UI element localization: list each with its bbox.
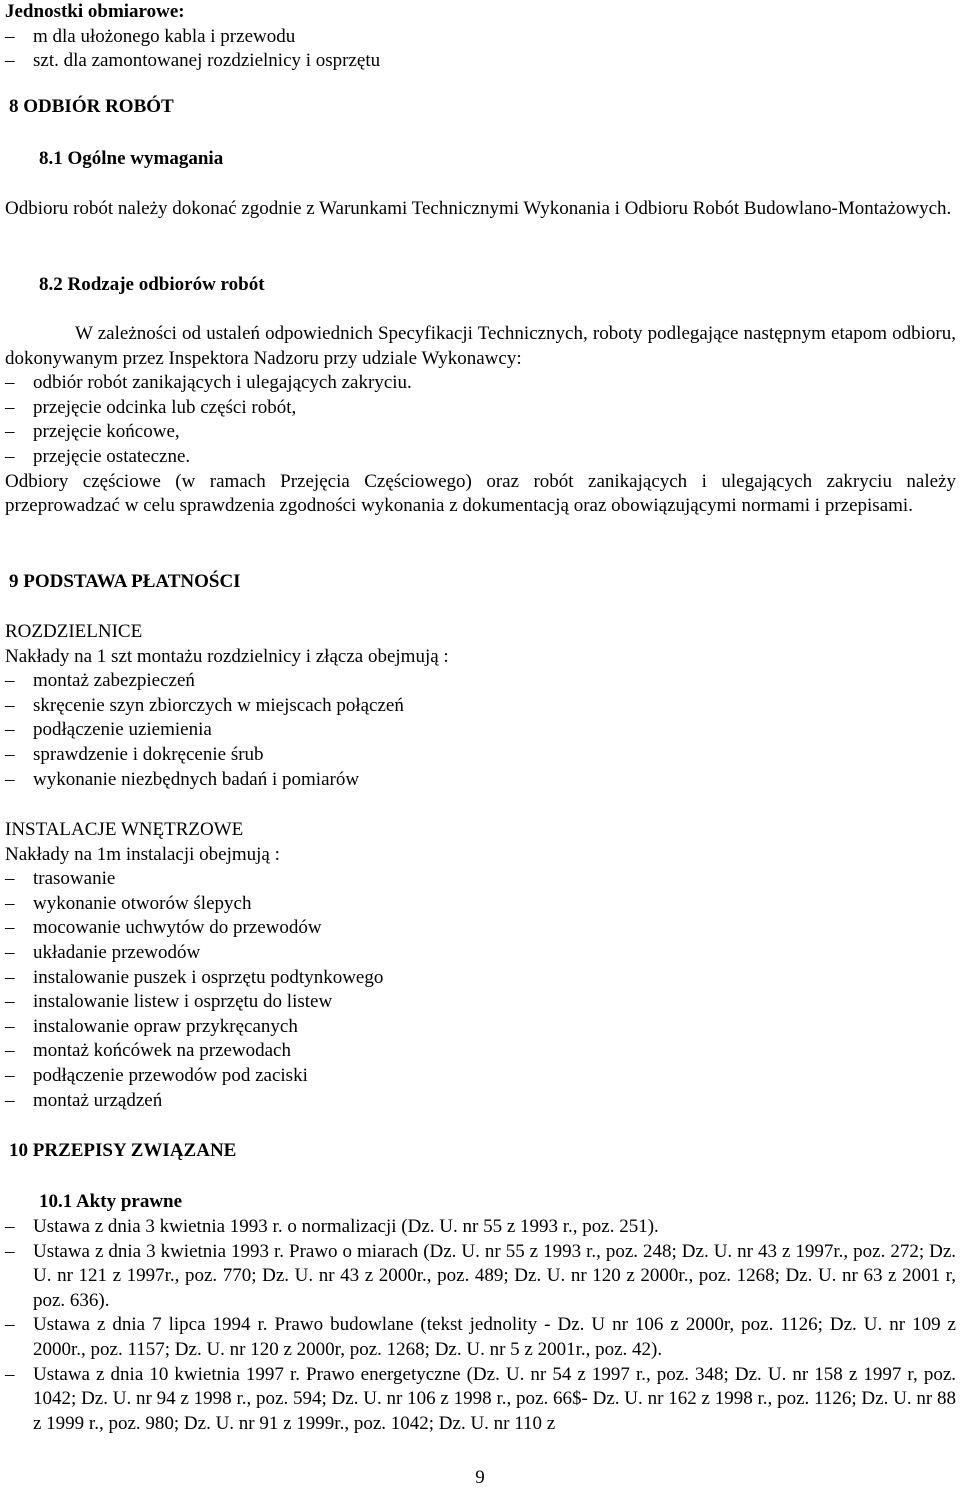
rozdzielnice-title: ROZDZIELNICE — [5, 621, 143, 642]
list-item: – wykonanie niezbędnych badań i pomiarów — [5, 768, 360, 790]
section-8-1-heading: 8.1 Ogólne wymagania — [39, 148, 224, 169]
list-item: – instalowanie listew i osprzętu do listew — [5, 991, 333, 1013]
list-item: – trasowanie — [5, 868, 116, 890]
section-9-heading: 9 PODSTAWA PŁATNOŚCI — [9, 571, 241, 592]
section-8-heading: 8 ODBIÓR ROBÓT — [9, 96, 174, 117]
legal-acts-list — [5, 1215, 956, 1436]
section-8-2-list — [5, 371, 956, 469]
list-item: – układanie przewodów — [5, 941, 201, 963]
section-10-1-heading: 10.1 Akty prawne — [39, 1191, 183, 1212]
list-item: – przejęcie ostateczne. — [5, 445, 191, 467]
document-page — [5, 0, 956, 1434]
section-9-rozdzielnice — [5, 620, 956, 792]
list-item: – przejęcie końcowe, — [5, 421, 180, 443]
list-item: – przejęcie odcinka lub części robót, — [5, 396, 297, 418]
units-heading: Jednostki obmiarowe: — [5, 1, 185, 22]
section-8-1-text: Odbioru robót należy dokonać zgodnie z Warunkami Technicznymi Wykonania i Odbioru Robót Budowlano-Montażowych. — [5, 198, 952, 219]
list-item: – montaż końcówek na przewodach — [5, 1040, 291, 1062]
list-item: – Ustawa z dnia 3 kwietnia 1993 r. Prawo o miarach (Dz. U. nr 55 z 1993 r., poz. 248; Dz. U. nr 43 z 1997r., poz. 272; Dz. U. nr 121 z 1997r., poz. 770; Dz. U. nr 43 z 2000r., poz. 489; Dz. U. nr 120 z 2000r., poz. 1268; Dz. U. nr 63 z 2001 r, poz. 636). — [5, 1240, 956, 1311]
instalacje-title: INSTALACJE WNĘTRZOWE — [5, 819, 244, 840]
section-10-heading: 10 PRZEPISY ZWIĄZANE — [9, 1140, 237, 1161]
list-item: – skręcenie szyn zbiorczych w miejscach połączeń — [5, 694, 404, 716]
units-list — [5, 25, 956, 74]
section-8-2-heading: 8.2 Rodzaje odbiorów robót — [39, 274, 265, 295]
list-item: – montaż urządzeń — [5, 1089, 163, 1111]
list-item: – montaż zabezpieczeń — [5, 670, 195, 692]
list-item: – odbiór robót zanikających i ulegających zakryciu. — [5, 372, 412, 394]
section-8-2-body — [5, 322, 956, 519]
list-item: – szt. dla zamontowanej rozdzielnicy i osprzętu — [5, 50, 381, 72]
list-item: – podłączenie przewodów pod zaciski — [5, 1064, 308, 1086]
list-item: – Ustawa z dnia 7 lipca 1994 r. Prawo budowlane (tekst jednolity - Dz. U nr 106 z 2000r, poz. 1126; Dz. U. nr 109 z 2000r., poz. 1157; Dz. U. nr 120 z 2000r, poz. 1268; Dz. U. nr 5 z 2001r., poz. 42). — [5, 1314, 956, 1360]
rozdzielnice-intro: Nakłady na 1 szt montażu rozdzielnicy i złącza obejmują : — [5, 645, 449, 667]
list-item: – sprawdzenie i dokręcenie śrub — [5, 743, 264, 765]
list-item: – mocowanie uchwytów do przewodów — [5, 917, 322, 939]
list-item: – instalowanie puszek i osprzętu podtynkowego — [5, 966, 384, 988]
instalacje-list — [5, 867, 956, 1113]
section-9-instalacje — [5, 818, 956, 1113]
instalacje-intro: Nakłady na 1m instalacji obejmują : — [5, 843, 280, 865]
section-8-2-text: Odbiory częściowe (w ramach Przejęcia Częściowego) oraz robót zanikających i ulegających zakryciu należy przeprowadzać w celu sprawdzenia zgodności wykonania z dokumentacją oraz obowiązującymi normami i przepisami. — [5, 470, 956, 517]
list-item: – Ustawa z dnia 10 kwietnia 1997 r. Prawo energetyczne (Dz. U. nr 54 z 1997 r., poz. 348; Dz. U. nr 158 z 1997 r, poz. 1042; Dz. U. nr 94 z 1998 r., poz. 594; Dz. U. nr 106 z 1998 r., poz. 66$- Dz. U. nr 162 z 1998 r., poz. 1126; Dz. U. nr 88 z 1999 r., poz. 980; Dz. U. nr 91 z 1999r., poz. 1042; Dz. U. nr 110 z — [5, 1363, 956, 1434]
page-number: 9 — [475, 1467, 485, 1488]
list-item: – podłączenie uziemienia — [5, 719, 212, 741]
rozdzielnice-list — [5, 669, 956, 792]
list-item: – wykonanie otworów ślepych — [5, 892, 252, 914]
section-8-2-intro: W zależności od ustaleń odpowiednich Specyfikacji Technicznych, roboty podlegające następnym etapom odbioru, dokonywanym przez Inspektora Nadzoru przy udziale Wykonawcy: — [5, 323, 956, 369]
list-item: – Ustawa z dnia 3 kwietnia 1993 r. o normalizacji (Dz. U. nr 55 z 1993 r., poz. 251). — [5, 1216, 659, 1237]
list-item: – instalowanie opraw przykręcanych — [5, 1015, 298, 1037]
list-item: – m dla ułożonego kabla i przewodu — [5, 25, 296, 47]
